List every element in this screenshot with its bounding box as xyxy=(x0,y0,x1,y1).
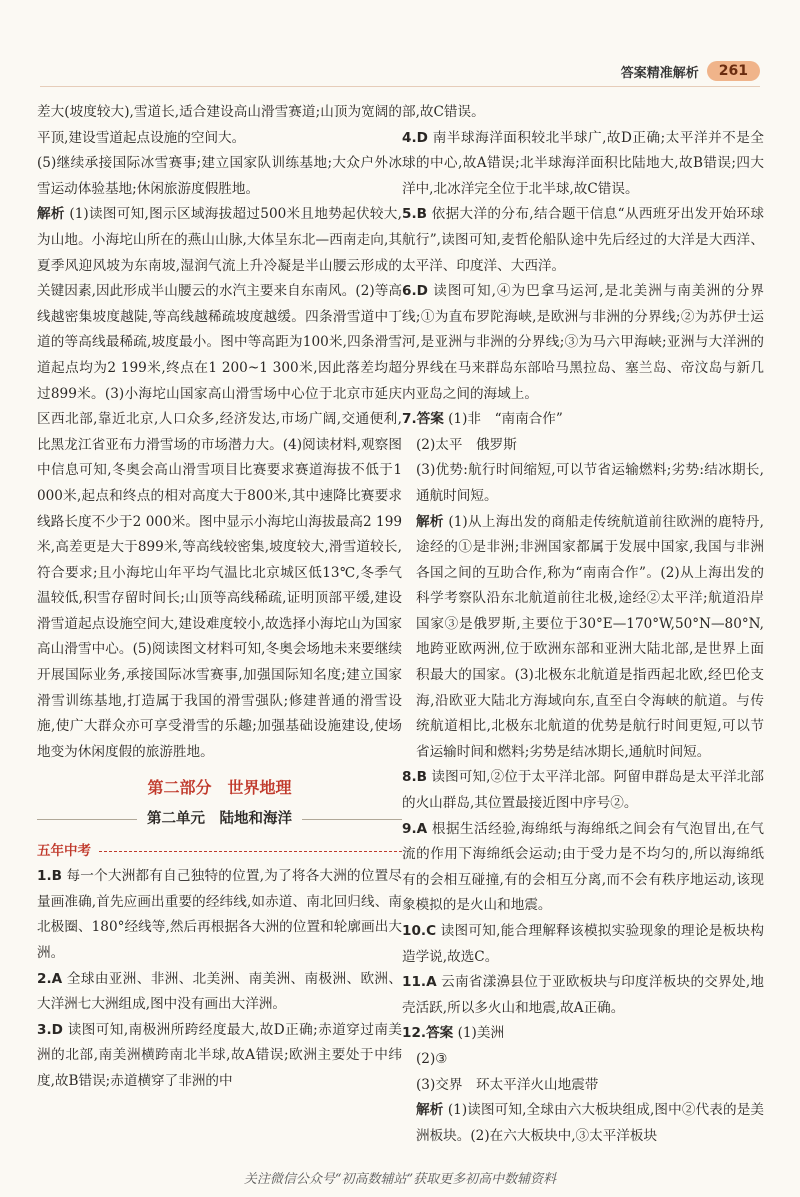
right-column xyxy=(402,100,764,1149)
question-text: (1)非 “南南合作” xyxy=(443,411,563,428)
question-text: 每一个大洲都有自己独特的位置,为了将各大洲的位置尽量画准确,首先应画出重要的经纬线,如赤道、南北回归线、南北极圈、180°经线等,然后再根据各大洲的位置和轮廓画出大洲。 xyxy=(37,868,402,961)
footer-watermark-text: 关注微信公众号“初高数辅站”获取更多初高中数辅资料 xyxy=(243,1172,557,1187)
question-text: 读图可知,能合理解释该模拟实验现象的理论是板块构造学说,故选C。 xyxy=(402,923,764,965)
question-answer xyxy=(402,817,764,919)
question-number: 1.B xyxy=(37,868,62,885)
question-text: 全球由亚洲、非洲、北美洲、南美洲、南极洲、欧洲、大洋洲七大洲组成,图中没有画出大洋洲。 xyxy=(37,970,402,1013)
answer-line: (2)③ xyxy=(416,1050,448,1067)
question-answer xyxy=(402,279,764,407)
question-number: 8.B xyxy=(402,769,427,786)
question-answer xyxy=(402,202,764,279)
unit-title-text: 第二单元 陆地和海洋 xyxy=(147,811,292,828)
question-answer xyxy=(402,765,764,816)
question-number: 12.答案 xyxy=(402,1025,454,1042)
question-answer xyxy=(402,919,764,970)
divider xyxy=(302,819,402,820)
question-number: 6.D xyxy=(402,283,428,300)
answer-line: (3)优势:航行时间缩短,可以节省运输燃料;劣势:结冰期长,通航时间短。 xyxy=(416,462,764,504)
explanation-text: (1)读图可知,图示区域海拔超过500米且地势起伏较大,为山地。小海坨山所在的燕山山脉,大体呈东北—西南走向,其夏季风迎风坡为东南坡,湿润气流上升冷凝是半山腰云形成的关键因素,因此形成半山腰云的水汽主要来自东南风。(2)等高线越密集坡度越陡,等高线越稀疏坡度越缓。四条滑雪道中丁道的等高线最稀疏,坡度最小。图中等高距为100米,四条滑雪道起点均为2 199米,终点在1 200~1 300米,因此落差均超过899米。(3)小海坨山国家高山滑雪场中心位于北京市延庆区西北部,靠近北京,人口众多,经济发达,市场广阔,交通便利,比黑龙江省亚布力滑雪场的市场潜力大。(4)阅读材料,观察图中信息可知,冬奥会高山滑雪项目比赛要求赛道海拔不低于1 000米,起点和终点的相对高度大于800米,其中速降比赛要求线路长度不少于2 000米。图中显示小海坨山海拔最高2 199米,高差更是大于899米,等高线较密集,坡度较大,滑雪道较长,符合要求;且小海坨山年平均气温比北京城区低13℃,冬季气温较低,积雪存留时间长;山顶等高线稀疏,证明顶部平缓,建设滑雪道起点设施空间大,建设难度较小,故选择小海坨山为国家高山滑雪中心。(5)阅读图文材料可知,冬奥会场地未来要继续开展国际业务,承接国际冰雪赛事,加强国际知名度;建立国家滑雪训练基地,打造属于我国的滑雪强队;修建普通的滑雪设施,使广大群众亦可享受滑雪的乐趣;加强基础设施建设,使场地变为休闲度假的旅游胜地。 xyxy=(37,206,403,760)
exam-tag-label: 五年中考 xyxy=(37,842,91,859)
question-text: 云南省漾濞县位于亚欧板块与印度洋板块的交界处,地壳活跃,所以多火山和地震,故A正确。 xyxy=(402,974,764,1016)
explanation-text: (1)读图可知,全球由六大板块组成,图中②代表的是美洲板块。(2)在六大板块中,③太平洋板块 xyxy=(416,1102,765,1144)
question-answer xyxy=(402,126,764,203)
question-text: 根据生活经验,海绵纸与海绵纸之间会有气泡冒出,在气流的作用下海绵纸会运动;由于受力是不均匀的,所以海绵纸有的会相互碰撞,有的会相互分离,而不会有秩序地运动,该现象模拟的是火山和地震。 xyxy=(402,820,764,914)
question-text: 读图可知,南极洲所跨经度最大,故D正确;赤道穿过南美洲的北部,南美洲横跨南北半球,故A错误;欧洲主要处于中纬度,故B错误;赤道横穿了非洲的中 xyxy=(37,1021,402,1089)
page-header xyxy=(621,58,760,84)
left-column xyxy=(37,100,402,1095)
question-number: 2.A xyxy=(37,970,63,987)
question-text: 南半球海洋面积较北半球广,故D正确;太平洋并不是全球的中心,故A错误;北半球海洋面积比陆地大,故B错误;四大洋中,北冰洋完全位于北半球,故C错误。 xyxy=(402,129,764,197)
explanation-paragraph xyxy=(402,1098,764,1149)
question-number: 5.B xyxy=(402,206,427,223)
question-answer xyxy=(402,1021,764,1047)
question-answer xyxy=(402,970,764,1021)
question-answer xyxy=(37,1018,402,1095)
explanation-label: 解析 xyxy=(37,206,65,223)
section-title: 第二部分 世界地理 xyxy=(147,778,292,798)
answer-paragraph: 部,故C错误。 xyxy=(402,104,485,120)
answer-paragraph: 差大(坡度较大),雪道长,适合建设高山滑雪赛道;山顶为宽阔的平顶,建设雪道起点设施的空间大。 xyxy=(37,104,402,146)
question-number: 3.D xyxy=(37,1021,63,1038)
question-answer xyxy=(37,967,402,1018)
header-title: 答案精准解析 xyxy=(620,65,699,81)
question-answer xyxy=(402,407,764,433)
question-text: 读图可知,②位于太平洋北部。阿留申群岛是太平洋北部的火山群岛,其位置最接近图中序号②。 xyxy=(402,769,764,812)
question-number: 4.D xyxy=(402,129,428,146)
header-divider xyxy=(40,86,760,87)
explanation-label: 解析 xyxy=(416,513,444,530)
answer-paragraph: (5)继续承接国际冰雪赛事;建立国家队训练基地;大众户外冰雪运动体验基地;休闲旅游度假胜地。 xyxy=(37,155,402,197)
unit-title xyxy=(37,807,402,833)
explanation-text: (1)从上海出发的商船走传统航道前往欧洲的鹿特丹,途经的①是非洲;非洲国家都属于发展中国家,我国与非洲各国之间的互助合作,称为“南南合作”。(2)从上海出发的科学考察队沿东北航道前往北极,途经②太平洋;航道沿岸国家③是俄罗斯,主要位于30°E—170°W,50°N—80°N,地跨亚欧两洲,位于欧洲东部和亚洲大陆北部,是世界上面积最大的国家。(3)北极东北航道是指西起北欧,经巴伦支海,沿欧亚大陆北方海域向东,直至白令海峡的航道。与传统航道相比,北极东北航道的优势是航行时间更短,可以节省运输时间和燃料;劣势是结冰期长,通航时间短。 xyxy=(416,513,765,760)
question-text: 依据大洋的分布,结合题干信息“从西班牙出发开始环球航行”,读图可知,麦哲伦船队途中先后经过的大洋是大西洋、太平洋、印度洋、大西洋。 xyxy=(402,206,764,274)
answer-line: (3)交界 环太平洋火山地震带 xyxy=(416,1076,599,1093)
explanation-label: 解析 xyxy=(416,1102,444,1119)
explanation-paragraph xyxy=(37,202,402,765)
divider xyxy=(99,851,402,852)
question-number: 7.答案 xyxy=(402,411,444,428)
question-text: (1)美洲 xyxy=(453,1025,505,1042)
exam-tag xyxy=(37,839,402,865)
question-answer xyxy=(37,864,402,966)
question-number: 10.C xyxy=(402,923,437,939)
question-number: 9.A xyxy=(402,820,428,837)
divider xyxy=(37,819,137,820)
answer-line: (2)太平 俄罗斯 xyxy=(416,436,517,453)
question-number: 11.A xyxy=(402,974,437,991)
explanation-paragraph xyxy=(402,510,764,766)
question-text: 读图可知,④为巴拿马运河,是北美洲与南美洲的分界线;①为直布罗陀海峡,是欧洲与非洲的分界线;②为苏伊士运河,是亚洲与非洲的分界线;③为马六甲海峡;亚洲与大洋洲的分界线在马来群岛东部哈马黑拉岛、塞兰岛、帝汶岛与新几内亚岛之间的海域上。 xyxy=(402,283,764,402)
page-number: 261 xyxy=(707,61,760,81)
